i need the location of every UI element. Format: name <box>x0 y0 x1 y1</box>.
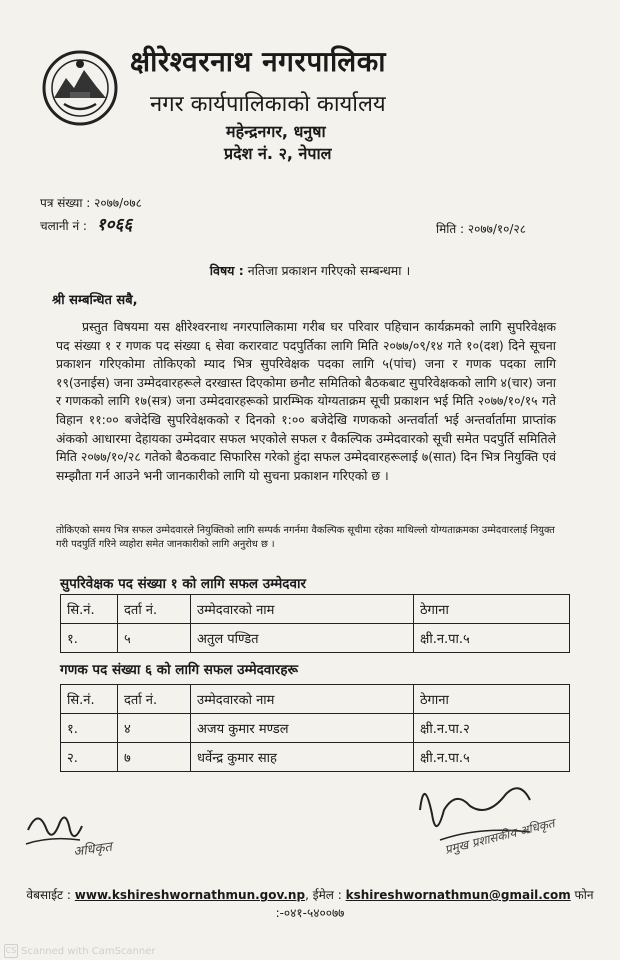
cell-address: क्षी.न.पा.५ <box>414 624 570 653</box>
website-label: वेबसाईट : <box>26 888 71 902</box>
table-row <box>61 624 570 653</box>
header-serial: सि.नं. <box>61 595 118 624</box>
table-header-row <box>61 685 570 714</box>
enumerator-section-title: गणक पद संख्या ६ को लागि सफल उम्मेदवारहरू <box>60 662 298 678</box>
chief-officer-signature <box>410 770 590 860</box>
cell-name: अतुल पण्डित <box>191 624 414 653</box>
table-row <box>61 743 570 772</box>
header-address: ठेगाना <box>414 685 570 714</box>
enumerator-result-table <box>60 684 570 772</box>
cell-reg-no: ७ <box>118 743 191 772</box>
table-header-row <box>61 595 570 624</box>
header-reg-no: दर्ता नं. <box>118 595 191 624</box>
letter-date-label: मिति : <box>436 222 465 236</box>
table-row <box>61 714 570 743</box>
chief-officer-signature-caption: प्रमुख प्रशासकीय अधिकृत <box>443 816 557 857</box>
cell-serial: १. <box>61 714 118 743</box>
cell-serial: १. <box>61 624 118 653</box>
header-name: उम्मेदवारको नाम <box>191 685 414 714</box>
header-serial: सि.नं. <box>61 685 118 714</box>
office-title: क्षीरेश्वरनाथ नगरपालिका <box>130 45 387 78</box>
dispatch-number-value: १०६६ <box>96 215 133 235</box>
subject-line <box>0 262 620 279</box>
supervisor-section-title: सुपरिवेक्षक पद संख्या १ को लागि सफल उम्मेदवार <box>60 576 306 592</box>
cell-address: क्षी.न.पा.२ <box>414 714 570 743</box>
office-location-line1: महेन्द्रनगर, धनुषा <box>226 122 326 141</box>
email-link[interactable]: kshireshwornathmun@gmail.com <box>345 888 571 902</box>
camscanner-watermark <box>4 944 156 958</box>
salutation: श्री सम्बन्धित सबै, <box>52 293 138 308</box>
office-subtitle: नगर कार्यपालिकाको कार्यालय <box>150 92 386 117</box>
phone-label: फोन <box>574 888 594 902</box>
letter-number <box>40 194 142 211</box>
watermark-text: Scanned with CamScanner <box>21 946 156 957</box>
cell-serial: २. <box>61 743 118 772</box>
letter-number-value: २०७७/०७८ <box>94 196 142 210</box>
office-location-line2: प्रदेश नं. २, नेपाल <box>224 144 332 163</box>
letter-date-value: २०७७/१०/२८ <box>467 222 526 236</box>
letter-number-label: पत्र संख्या : <box>40 196 91 210</box>
phone-number: :-०४१-५४००७७ <box>275 906 345 920</box>
header-reg-no: दर्ता नं. <box>118 685 191 714</box>
officer-signature-caption: अधिकृत <box>72 839 113 860</box>
header-address: ठेगाना <box>414 595 570 624</box>
subject-text: नतिजा प्रकाशन गरिएको सम्बन्धमा । <box>247 263 411 278</box>
notice-note: तोकिएको समय भित्र सफल उम्मेदवारले नियुक्तिको लागि सम्पर्क नगर्नमा वैकल्पिक सूचीमा रहेका माथिल्लो योग्यताक्रमका उम्मेदवारलाई नियुक्त गरी पदपुर्ति गरिने व्यहोरा समेत जानकारीको लागि अनुरोध छ । <box>56 525 555 550</box>
camscanner-icon: CS <box>4 944 18 958</box>
cell-name: अजय कुमार मण्डल <box>191 714 414 743</box>
subject-label: विषय : <box>209 263 244 278</box>
cell-reg-no: ५ <box>118 624 191 653</box>
dispatch-number <box>40 212 132 235</box>
notice-body: प्रस्तुत विषयमा यस क्षीरेश्वरनाथ नगरपालिकामा गरीब घर परिवार पहिचान कार्यक्रमको लागि सुपरिवेक्षक पद संख्या १ र गणक पद संख्या ६ सेवा करारवाट पदपुर्तिका लागि मिति २०७७/०९/१४ गते १०(दश) दिने सूचना प्रकाशन गरिएकोमा तोकिएको म्याद भित्र सुपरिवेक्षक पदका लागि ५(पांच) जना र गणक पदका लागि १९(उनाईस) जना उम्मेदवारहरूले दरखास्त दिएकोमा छनौट समितिको बैठकबाट सुपरिवेक्षकको लागि ४(चार) जना र गणकको लागि १७(सत्र) जना उम्मेदवारहरूको प्रारम्भिक योग्यताक्रम सूची प्रकाशन भई मिति २०७७/१०/१५ गते विहान ११:०० बजेदेखि सुपरिवेक्षकको र दिनको १:०० बजेदेखि गणकको अन्तर्वार्ता भई अन्तर्वार्तामा प्राप्तांक अंकको आधारमा देहायका उम्मेदवार सफल भएकोले सफल र वैकल्पिक उम्मेदवारको सूची समेत पदपुर्ति समितिले मिति २०७७/१०/२८ गतेको बैठकवाट सिफारिस गरेको हुंदा सफल उम्मेदवारहरूलाई ७(सात) दिन भित्र नियुक्ति एवं सम्झौता गर्न आउने भनी जानकारीको लागि यो सुचना प्रकाशन गरिएको छ । <box>56 319 556 483</box>
footer-contact <box>0 886 620 922</box>
website-link[interactable]: www.kshireshwornathmun.gov.np <box>74 888 306 902</box>
letter-date <box>436 220 526 237</box>
header-name: उम्मेदवारको नाम <box>191 595 414 624</box>
cell-reg-no: ४ <box>118 714 191 743</box>
footer-line1 <box>0 886 620 904</box>
email-label: , ईमेल : <box>305 888 342 902</box>
cell-name: धर्वेन्द्र कुमार साह <box>191 743 414 772</box>
officer-signature <box>20 800 140 860</box>
supervisor-result-table <box>60 594 570 653</box>
municipality-emblem-logo <box>40 48 120 128</box>
dispatch-number-label: चलानी नं : <box>40 219 87 233</box>
cell-address: क्षी.न.पा.५ <box>414 743 570 772</box>
